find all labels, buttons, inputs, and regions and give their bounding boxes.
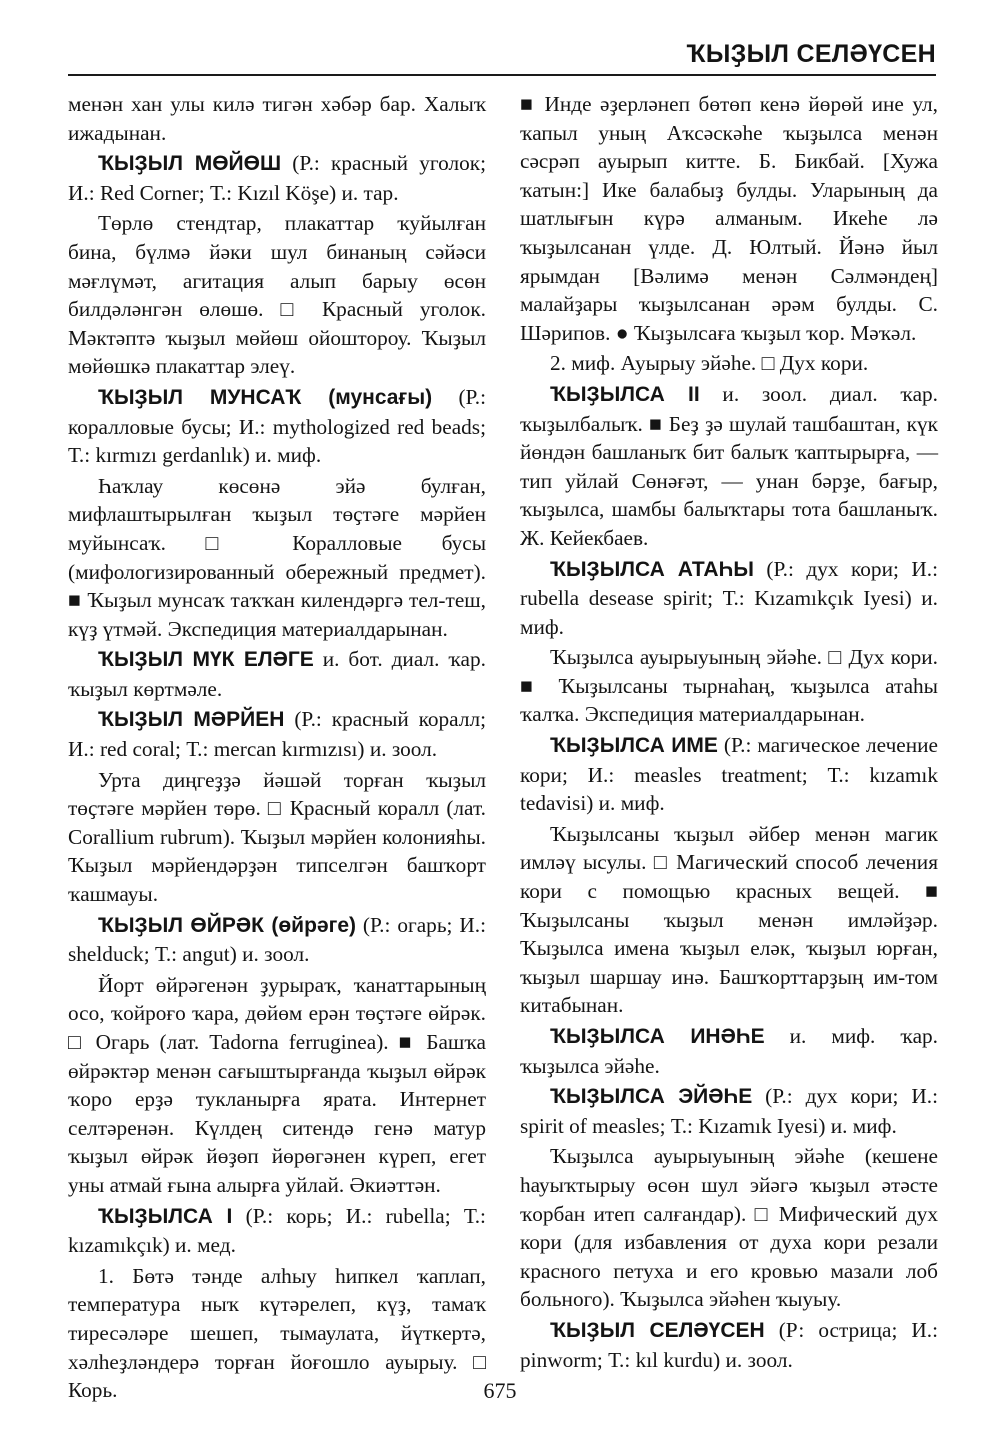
headword: ҠЫҘЫЛ МҮК ЕЛӘГЕ [98, 648, 314, 672]
paragraph-text: Ҡыҙылса ауырыуының эйәһе. □ Дух кори. ■ Ҡыҙылсаны тырнаһаң, ҡыҙылса атаһы ҡалҡа. Экспедиция материалдарынан. [520, 645, 938, 727]
entry-gloss: (Р.: красный уголок; И.: Red Corner; Т.: Kızıl Köşe) и. тар. [68, 151, 486, 205]
paragraph-text: менән хан улы килә тигән хәбәр бар. Халыҡ ижадынан. [68, 92, 486, 145]
entry-gloss: (Р.: корь; И.: rubella; Т.: kızamıkçık) и. мед. [68, 1203, 486, 1258]
dictionary-entry [68, 911, 486, 969]
entry-gloss: (Р.: магическое лечение кори; И.: measles treatment; Т.: kızamık tedavisi) и. миф. [520, 733, 938, 816]
entry-gloss: (Р: острица; И.: pinworm; Т.: kıl kurdu) и. зоол. [520, 1317, 938, 1372]
definition-paragraph [520, 1142, 938, 1314]
paragraph [520, 90, 938, 347]
paragraph [68, 90, 486, 147]
entry-gloss: (Р.: коралловые бусы; И.: mythologized red beads; Т.: kırmızı gerdanlık) и. миф. [68, 384, 486, 468]
paragraph-text: Ҡыҙылса ауырыуының эйәһе (кешене һауыҡтырыу өсөн шул эйәгә ҡыҙыл әтәсте ҡорбан итеп салғандар). □ Мифический дух кори (для избавления от духа кори резали красного петуха и его кровью мазали лоб больного). Ҡыҙылса эйәһен ҡыуыу. [520, 1144, 938, 1312]
page-number: 675 [483, 1378, 517, 1403]
paragraph-text: 1. Бөтә тәнде алһыу һипкел ҡаплап, температура ныҡ күтәрелеп, күҙ, тамаҡ тиресәләре шешеп, тымаулата, йүткертә, хәлһеҙләндерә торған йоғошло ауырыу. □ Корь. [68, 1263, 486, 1403]
definition-paragraph [68, 209, 486, 381]
entry-gloss: и. миф. ҡар. ҡыҙылса эйәһе. [520, 1024, 939, 1078]
entry-gloss: и. зоол. диал. ҡар. ҡыҙылбалыҡ. ■ Беҙ ҙә шулай ташбаштан, күк йөндән башланыҡ бит балыҡ ҡаптырырға, — тип уйлай Сөнәғәт, — унан бәрҙе, бағыр, ҡыҙылса, шамбы балыҡтары тота башланыҡ. Ж. Кейекбаев. [520, 381, 938, 550]
dictionary-entry [520, 555, 938, 642]
definition-paragraph [68, 766, 486, 909]
paragraph-text: Һаҡлау көсөнә эйә булған, мифлаштырылған ҡыҙыл төҫтәге мәрйен муйынсаҡ. □ Коралловые бусы (мифологизированный обережный предмет). ■ Ҡыҙыл мунсаҡ таҡҡан килендәргә тел-теш, күҙ үтмәй. Экспедиция материалдарынан. [68, 473, 486, 641]
headword: ҠЫҘЫЛ МӘРЙЕН [98, 708, 285, 732]
headword: ҠЫҘЫЛСА I [98, 1204, 233, 1228]
headword: ҠЫҘЫЛСА ЭЙӘҺЕ [550, 1085, 753, 1109]
paragraph-text: Төрлө стендтар, плакаттар ҡуйылған бина, бүлмә йәки шул бинаның сәйәси мәғлүмәт, агитация алып барыу өсөн билдәләнгән өлөшө. □ Красный уголок. Мәктәптә ҡыҙыл мөйөш ойоштороу. Ҡыҙыл мөйөшкә плакаттар элеү. [68, 211, 486, 379]
headword: ҠЫҘЫЛСА ИМЕ [550, 734, 718, 758]
entry-gloss: (Р.: дух кори; И.: spirit of measles; Т.: Kızamık Iyesi) и. миф. [520, 1084, 938, 1138]
headword: ҠЫҘЫЛСА АТАҺЫ [550, 557, 754, 581]
paragraph-text: Йорт өйрәгенән ҙурыраҡ, ҡанаттарының осо, ҡойроғо ҡара, дөйөм ерән төҫтәге өйрәк. □ Огарь (лат. Tadorna ferruginea). ■ Башҡа өйрәктәр менән сағыштырғанда ҡыҙыл өйрәк ҡоро ерҙә тукланырға ярата. Интернет селтәренән. Күлдең ситендә генә матур ҡыҙыл өйрәк йөҙөп йөрөгәнен күреп, егет уны атмай ғына алырға уйлай. Әкиәттән. [68, 972, 486, 1197]
left-column [68, 90, 486, 1407]
entry-gloss: (Р.: огарь; И.: shelduck; Т.: angut) и. зоол. [68, 912, 486, 967]
headword: ҠЫҘЫЛ ӨЙРӘК (өйрәге) [98, 913, 356, 937]
dictionary-entry [520, 1082, 938, 1140]
entry-gloss: (Р.: дух кори; И.: rubella desease spirit; Т.: Kızamıkçık Iyesi) и. миф. [520, 556, 938, 639]
dictionary-entry [68, 705, 486, 763]
definition-paragraph [68, 971, 486, 1200]
dictionary-entry [520, 1316, 938, 1374]
dictionary-entry [68, 1202, 486, 1260]
right-column [520, 90, 938, 1376]
dictionary-entry [68, 645, 486, 703]
dictionary-entry [520, 731, 938, 818]
dictionary-entry [68, 383, 486, 470]
entry-gloss: (Р.: красный коралл; И.: red coral; Т.: mercan kırmızısı) и. зоол. [68, 707, 486, 762]
entry-gloss: и. бот. диал. ҡар. ҡыҙыл көртмәле. [68, 647, 486, 701]
dictionary-entry [520, 1022, 938, 1080]
dictionary-entry [520, 380, 938, 553]
definition-paragraph [68, 472, 486, 644]
paragraph-text: 2. миф. Ауырыу эйәһе. □ Дух кори. [550, 351, 869, 376]
definition-paragraph [520, 820, 938, 1020]
dictionary-entry [68, 149, 486, 207]
headword: ҠЫҘЫЛ МУНСАҠ (мунсағы) [98, 385, 433, 409]
definition-paragraph [520, 349, 938, 378]
definition-paragraph [520, 643, 938, 729]
paragraph-text: Ҡыҙылсаны ҡыҙыл әйбер менән магик имләү ысулы. □ Магический способ лечения кори с помощью красных вещей. ■ Ҡыҙылсаны ҡыҙыл менән имләйҙәр. Ҡыҙылса имена ҡыҙыл еләк, ҡыҙыл юрған, ҡыҙыл шаршау инә. Башҡорттарҙың им-том китабынан. [520, 821, 938, 1018]
paragraph-text: ■ Инде әҙерләнеп бөтөп кенә йөрөй ине ул, ҡапыл уның Аҡсәскәһе ҡыҙылса менән сәсрәп ауырып китте. Б. Бикбай. [Хужа ҡатын:] Ике балабыҙ булды. Уларының да шатлығын күрә алманым. Икеһе лә ҡыҙылсанан үлде. Д. Юлтый. Йәнә йыл ярымдан [Вәлимә менән Сәлмәндең] малайҙары ҡыҙылсанан әрәм булды. С. Шәрипов. ● Ҡыҙылсаға ҡыҙыл ҡор. Мәҡәл. [520, 92, 938, 345]
headword: ҠЫҘЫЛСА II [550, 382, 700, 406]
paragraph-text: Урта диңгеҙҙә йәшәй торған ҡыҙыл төҫтәге мәрйен төрө. □ Красный коралл (лат. Corallium rubrum). Ҡыҙыл мәрйен колонияһы. Ҡыҙыл мәрйендәрҙән типселгән башҡорт ҡашмауы. [68, 767, 486, 907]
headword: ҠЫҘЫЛ СЕЛӘҮСЕН [550, 1318, 765, 1342]
page-header [68, 38, 936, 76]
running-head: ҠЫҘЫЛ СЕЛӘҮСЕН [686, 40, 936, 68]
headword: ҠЫҘЫЛСА ИНӘҺЕ [550, 1025, 765, 1048]
headword: ҠЫҘЫЛ МӨЙӨШ [98, 152, 282, 176]
